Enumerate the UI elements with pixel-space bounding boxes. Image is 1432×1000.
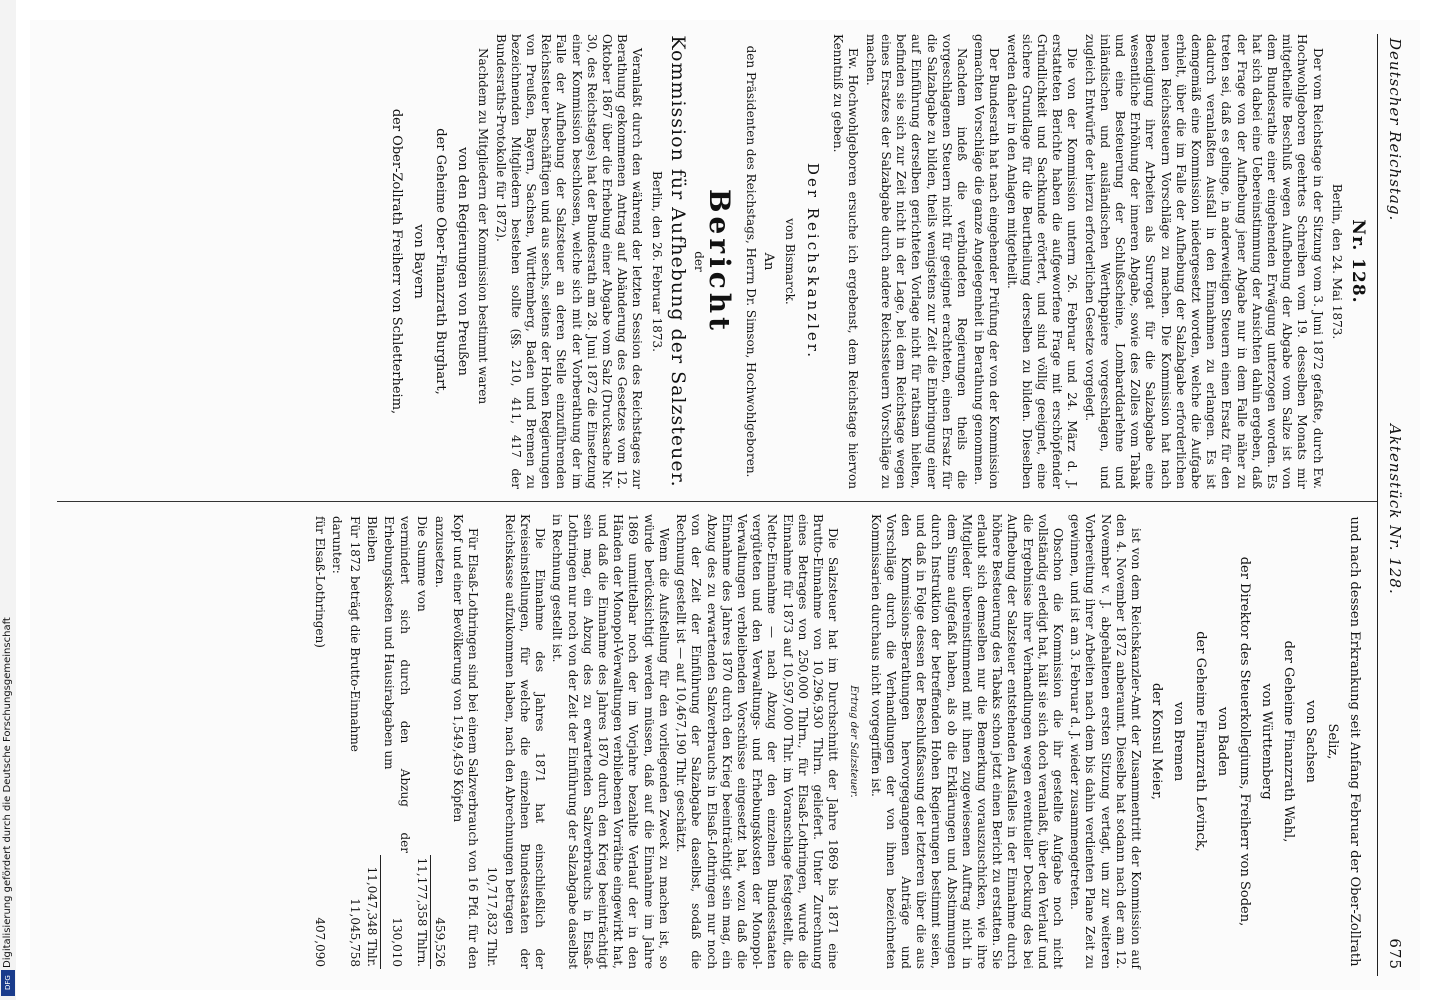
member-line: von Württemberg [1259,683,1274,800]
members-list [385,34,473,489]
signature-title: Der Reichskanzler. [804,162,823,361]
member-line: der Ober-Zollrath Freiherr von Schletterheim, [389,108,405,415]
header-left: Deutscher Reichstag. [1386,38,1404,222]
left-column [383,34,1367,489]
amount-label: Bleiben [365,516,379,563]
member-line: der Geheime Ober-Finanzrath Burghart, [433,128,449,395]
amount-sum: 11,177,358 Thlrn. [413,855,431,969]
member-line: von Bremen [1171,701,1186,782]
report-paragraph: Obschon die Kommission die ihr gestellte Aufgabe noch nicht vollständig erledigt hat, hält sie sich doch veranlaßt, über den Verlauf und die Ergebnisse ihrer Verhandlungen wegen eventueller Deckung des bei Aufhebung der Salzsteuer entstehenden Ausfalles in der Einnahme durch höhere Besteuerung des Tabaks schon jetzt einen Bericht zu erstatten. Sie erlaubt sich demselben nur die Bemerkung vorauszuschicken, wie ihre Mitglieder übereinstimmend mit ihnen zugewiesenen Auftrag nicht in dem Sinne aufgefaßt haben, als ob die Erklärungen und Abstimmungen durch Instruktion der betreffenden Hohen Regierungen bestimmt seien, und daß in Folge dessen der Beschlußfassung der letzteren über die aus den Kommissions-Berathungen hervorgegangenen Anträge und Vorschläge durch die Verhandlungen der von ihnen bezeichneten Kommissarien durchaus nicht vorgegriffen ist. [868,514,1065,969]
report-date: Berlin, den 26. Februar 1873. [649,171,664,352]
member-line: und nach dessen Erkrankung seit Anfang Februar der Ober-Zollrath Seliz, [1325,516,1362,967]
amount-row [482,514,499,969]
amount-elsass-1872: 407,090 [313,917,328,967]
amount-row [413,514,431,969]
report-der: der [692,251,707,272]
member-line: der Geheime Finanzrath Levinck, [1193,631,1208,852]
amounts-table [482,514,499,969]
amount-label: darunter: [330,516,345,574]
letter-date: Berlin, den 24. Mai 1873. [1329,183,1344,340]
member-line: von Sachsen [1303,700,1318,783]
report-paragraph: Die Salzsteuer hat im Durchschnitt der Jahre 1869 bis 1871 eine Brutto-Einnahme von 10,296,930 Thlrn. geliefert. Unter Zurechnung eines Betrages von 250,000 Thlrn., für Elsaß-Lothringen, wurde die Einnahme für 1873 auf 10,597,000 Thlr. im Voranschlage festgestellt, die Netto-Einnahme — nach Abzug der den einzelnen Bundesstaaten vergüteten und den Verwaltungs- und Erhebungskosten der Monopol-Verwaltungen verbleibenden Vorschüsse eingesetzt hat, wozu daß die Einnahme des Jahres 1870 durch den Krieg beeinträchtigt sein mag, ein Abzug des zu erwartenden Salzverbrauchs in Elsaß-Lothringen nur noch von der Zeit der Einführung der Salzabgabe daselbst, sodaß die Rechnung gestellt ist — auf 10,467,190 Thlr. geschätzt. [674,514,841,969]
letter-paragraph: Der vom Reichstage in der Sitzung vom 3. Juni 1872 gefaßte, durch Ew. Hochwohlgeboren geehrtes Schreiben vom 19. desselben Monats mir mitgetheilte Beschluß wegen Aufhebung der Abgabe vom Salze ist von dem Bundesrathe einer eingehenden Erwägung unterzogen worden. Es hat sich dabei eine Uebereinstimmung der Ansichten dahin ergeben, daß der Frage von der Aufhebung jener Abgabe nur in dem Falle näher zu treten sei, daß es gelinge, in anderweitigen Steuern einen Ersatz für den dadurch veranlaßten Ausfall in den Einnahmen zu erlangen. Es ist demgemäß eine Kommission niedergesetzt worden, welche die Aufgabe erhielt, über die im Falle der Aufhebung der Salzabgabe erforderlichen neuen Reichssteuern Vorschläge zu machen. Die Kommission hat nach Beendigung ihrer Arbeiten als Surrogat für die Salzabgabe eine wesentliche Erhöhung der inneren Abgabe, sowie des Zolles vom Tabak und eine Besteuerung der Schlußscheine, Lombarddarlehne und inländischen und ausländischen Werthpapiere vorgeschlagen, und zugleich Entwürfe der hierzu erforderlichen Gesetze vorgelegt. [1082,34,1325,489]
members-list-continued [1145,514,1365,969]
amount-row [380,514,412,969]
report-paragraph: Für Elsaß-Lothringen sind bei einem Salzverbrauch von 16 Pfd. für den Kopf und einer Bevölkerung von 1,549,459 Köpfen [451,514,481,969]
digitization-sidebar [0,0,16,1000]
dfg-logo: DFG [1,970,15,996]
amount-row [311,514,328,969]
report-paragraph: ist von dem Reichskanzler-Amt der Zusammentritt der Kommission auf den 4. November 1872 anberaumt. Dieselbe hat sodann nach der am 12. November v. J. abgehaltenen ersten Sitzung vertagt, um zur weiteren Vorbereitung ihrer Arbeiten nach dem bis dahin verdienten Plane Zeit zu gewinnen, und ist am 3. Februar d. J. wieder zusammengetreten. [1068,514,1143,969]
scanned-page [30,20,1420,990]
amount-label: Für 1872 beträgt die Brutto-Einnahme [347,516,362,752]
member-line: der Konsul Meier, [1149,682,1164,801]
amount-row [430,514,448,969]
amount-elsass: 459,526 [433,917,448,967]
report-subtitle: Kommission für Aufhebung der Salzsteuer. [666,35,689,488]
columns [57,34,1377,976]
amount-1872: 11,045,758 [347,898,362,967]
header-center: Aktenstück Nr. 128. [1386,424,1404,595]
report-title: Bericht [703,188,737,335]
amount-remaining: 11,047,348 Thlr. [363,855,381,969]
signature-name: von Bismarck. [782,218,797,305]
report-paragraph: Veranlaßt durch den während der letzten Session des Reichstages zur Berathung gekommenen Antrag auf Abänderung des Gesetzes vom 12. Oktober 1867 über die Erhebung einer Abgabe vom Salz (Drucksache Nr. 30, des Reichstages) hat der Bundesrath am 28. Juni 1872 die Einsetzung einer Kommission beschlossen, welche sich mit der Vorberathung der im Falle der Aufhebung der Salzsteuer an deren Stelle einzuführenden Reichssteuer beschäftigen und aus sechs, seitens der Hohen Regierungen von Preußen, Bayern, Sachsen, Württemberg, Baden und Bremen zu bezeichnenden Mitgliedern bestehen sollte (§§. 210, 411, 417 der Bundesraths-Protokolle für 1872). [493,34,645,489]
amount-row [328,514,345,969]
document-number: Nr. 128. [1348,219,1368,304]
amount-row [345,514,362,969]
member-line: von Baden [1215,706,1230,777]
amounts-table [311,514,448,969]
report-paragraph: Wenn die Aufstellung für den vorliegenden Zweck zu machen ist, so würde berücksichtigt werden müssen, daß auf die Einnahme im Jahre 1869 unmittelbar noch der im Vorjahre bezahlte Verlauf der in den Händen der Monopol-Verwaltungen verbliebenen Vorräthe eingewirkt hat, und daß die Einnahme des Jahres 1870 durch den Krieg beeinträchtigt sein mag, ein Abzug des zu erwartenden Salzverbrauchs in Elsaß-Lothringen nur noch von der Zeit der Einführung der Salzabgabe daselbst in Rechnung gestellt ist. [550,514,671,969]
members-intro: Nachdem zu Mitgliedern der Kommission bestimmt waren [476,48,491,405]
sidebar-credit: Digitalisierung gefördert durch die Deutsche Forschungsgemeinschaft [2,617,13,968]
amount-label: anzusetzen. [432,516,447,588]
amount-label: Die Summe von [415,516,430,612]
amount-label: vermindert sich durch den Abzug der Erhebungskosten und Hausirabgaben um [382,516,412,853]
page-header [1377,34,1412,976]
amount-deduction: 130,010 [390,917,405,967]
report-paragraph: Die Einnahme des Jahres 1871 hat einschließlich der Kreiseinstellungen, für welche die einzelnen Bundesstaaten der Reichskasse aufzukommen haben, nach den Abrechnungen betragen [502,514,548,969]
page-number: 675 [1386,938,1404,970]
letter-paragraph: Die von der Kommission unterm 26. Februar und 24. März d. J. erstatteten Berichte haben die aufgeworfene Frage mit erschöpfender Gründlichkeit und Sachkunde erörtert, und sind völlig geeignet, eine sichere Grundlage für die Beurtheilung derselben zu bilden. Dieselben werden daher in den Anlagen mitgetheilt. [1004,34,1080,489]
letter-paragraph: Nachdem indeß die verbündeten Regierungen theils die vorgeschlagenen Steuern nicht für geeignet erachteten, einen Ersatz für die Salzabgabe zu bilden, theils wenigstens zur Zeit die Einbringung einer auf Einführung derselben gerichteten Vorlage nicht für rathsam hielten, befinden sie sich zur Zeit nicht in der Lage, bei dem Reichstage wegen eines Ersatzes der Salzabgabe durch andere Reichssteuern Vorschläge zu machen. [863,34,969,489]
addressee: den Präsidenten des Reichstags, Herrn Dr. Simson, Hochwohlgeboren. [744,45,759,478]
member-line: der Direktor des Steuerkollegiums, Freiherr von Soden, [1237,556,1252,927]
letter-paragraph: Ew. Hochwohlgeboren ersuche ich ergebenst, dem Reichstage hiervon Kenntniß zu geben. [831,34,861,489]
letter-paragraph: Der Bundesrath hat nach eingehender Prüfung der von der Kommission gemachten Vorschläge die ganze Angelegenheit in Berathung genommen. [972,34,1002,489]
member-line: von den Regierungen von Preußen [455,147,471,376]
addressee-prefix: An [760,252,776,271]
amount-label: für Elsaß-Lothringen) [313,516,328,648]
amount-row [363,514,381,969]
amount-1871: 10,717,832 Thlr. [484,866,499,967]
member-line: von Bayern [411,224,427,299]
column-divider [57,501,1377,502]
right-column [309,514,1367,969]
member-line: der Geheime Finanzrath Wahl, [1281,640,1296,843]
section-heading: Ertrag der Salzsteuer. [848,685,860,798]
